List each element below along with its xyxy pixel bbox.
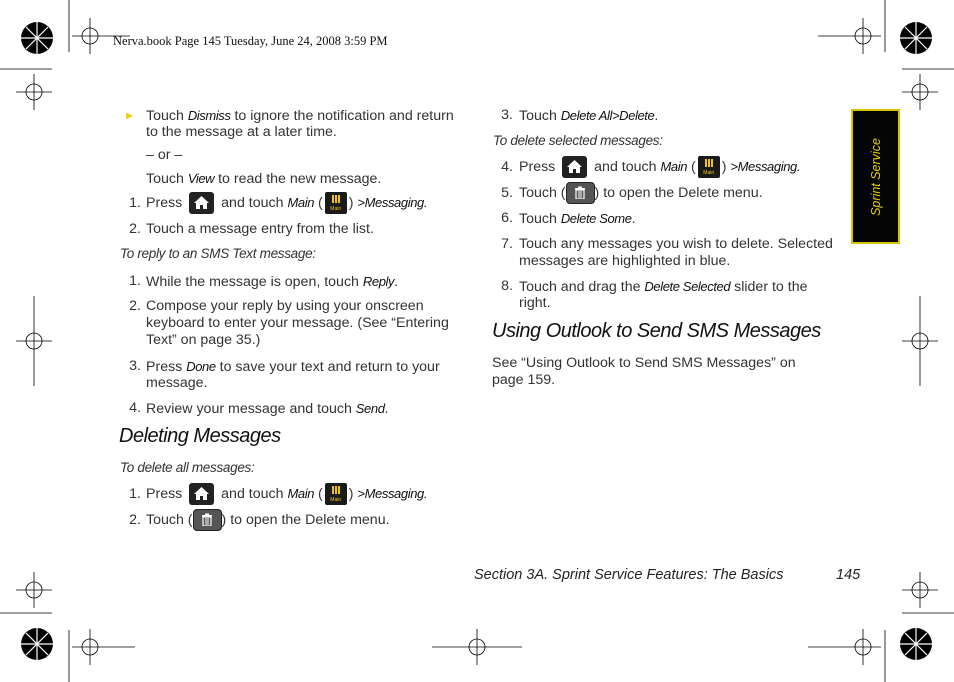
step-number: 1.	[129, 195, 141, 211]
trash-icon	[566, 182, 595, 204]
heading-deleting-messages: Deleting Messages	[119, 425, 281, 447]
step-number: 2.	[129, 221, 141, 237]
bullet-icon: ►	[124, 110, 135, 122]
or-separator: – or –	[146, 147, 183, 163]
outlook-see-text: See “Using Outlook to Send SMS Messages” on	[492, 355, 796, 371]
step-touch-trash: Touch ( ) to open the Delete menu.	[146, 509, 390, 531]
subheading-delete-selected: To delete selected messages:	[493, 133, 663, 148]
heading-using-outlook: Using Outlook to Send SMS Messages	[492, 320, 821, 342]
page-header: Nerva.book Page 145 Tuesday, June 24, 2008 3:59 PM	[113, 34, 388, 48]
step-number: 4.	[501, 159, 513, 175]
step-text: message.	[146, 375, 208, 391]
step-number: 8.	[501, 278, 513, 294]
step-text: Touch Delete Some.	[519, 211, 636, 227]
step-number: 1.	[129, 273, 141, 289]
subheading-delete-all: To delete all messages:	[120, 460, 255, 475]
outlook-see-text: page 159.	[492, 372, 556, 388]
step-number: 4.	[129, 400, 141, 416]
step-text: right.	[519, 295, 551, 311]
step-number: 1.	[129, 486, 141, 502]
touch-view-line: Touch View to read the new message.	[146, 171, 382, 187]
step-press-main: Press and touch Main ( Main ) >Messaging.	[146, 483, 427, 505]
main-menu-icon: Main	[698, 156, 720, 178]
subheading-reply: To reply to an SMS Text message:	[120, 246, 316, 261]
step-press-main: Press and touch Main ( Main ) >Messaging.	[519, 156, 800, 178]
step-text: Touch Delete All>Delete.	[519, 108, 659, 124]
bullet-dismiss-line2: to the message at a later time.	[146, 124, 337, 140]
step-number: 2.	[129, 298, 141, 314]
step-text: Press Done to save your text and return to your	[146, 359, 440, 375]
footer-section-title: Section 3A. Sprint Service Features: The Basics	[474, 567, 784, 583]
step-number: 2.	[129, 512, 141, 528]
trash-icon	[193, 509, 222, 531]
main-menu-icon: Main	[325, 483, 347, 505]
step-press-main: Press and touch Main ( Main ) >Messaging.	[146, 192, 427, 214]
footer-page-number: 145	[836, 567, 861, 583]
step-text: Text” on page 35.)	[146, 332, 261, 348]
section-tab-label: Sprint Service	[868, 137, 883, 216]
section-tab	[851, 109, 900, 244]
step-number: 5.	[501, 185, 513, 201]
home-icon	[562, 156, 587, 178]
step-text: Touch and drag the Delete Selected slider to the	[519, 279, 808, 295]
step-number: 3.	[129, 358, 141, 374]
step-text: Touch a message entry from the list.	[146, 221, 374, 237]
step-text: While the message is open, touch Reply.	[146, 274, 399, 290]
step-touch-trash: Touch ( ) to open the Delete menu.	[519, 182, 763, 204]
main-menu-icon: Main	[325, 192, 347, 214]
step-text: Compose your reply by using your onscreen	[146, 298, 424, 314]
step-number: 3.	[501, 107, 513, 123]
step-number: 7.	[501, 236, 513, 252]
step-text: keyboard to enter your message. (See “Entering	[146, 315, 449, 331]
step-text: Review your message and touch Send.	[146, 401, 389, 417]
step-number: 6.	[501, 210, 513, 226]
step-text: Touch any messages you wish to delete. Selected	[519, 236, 833, 252]
bullet-dismiss	[124, 107, 135, 125]
step-text: messages are highlighted in blue.	[519, 253, 731, 269]
home-icon	[189, 483, 214, 505]
home-icon	[189, 192, 214, 214]
bullet-dismiss-text: Touch Dismiss to ignore the notification and return	[146, 108, 454, 124]
